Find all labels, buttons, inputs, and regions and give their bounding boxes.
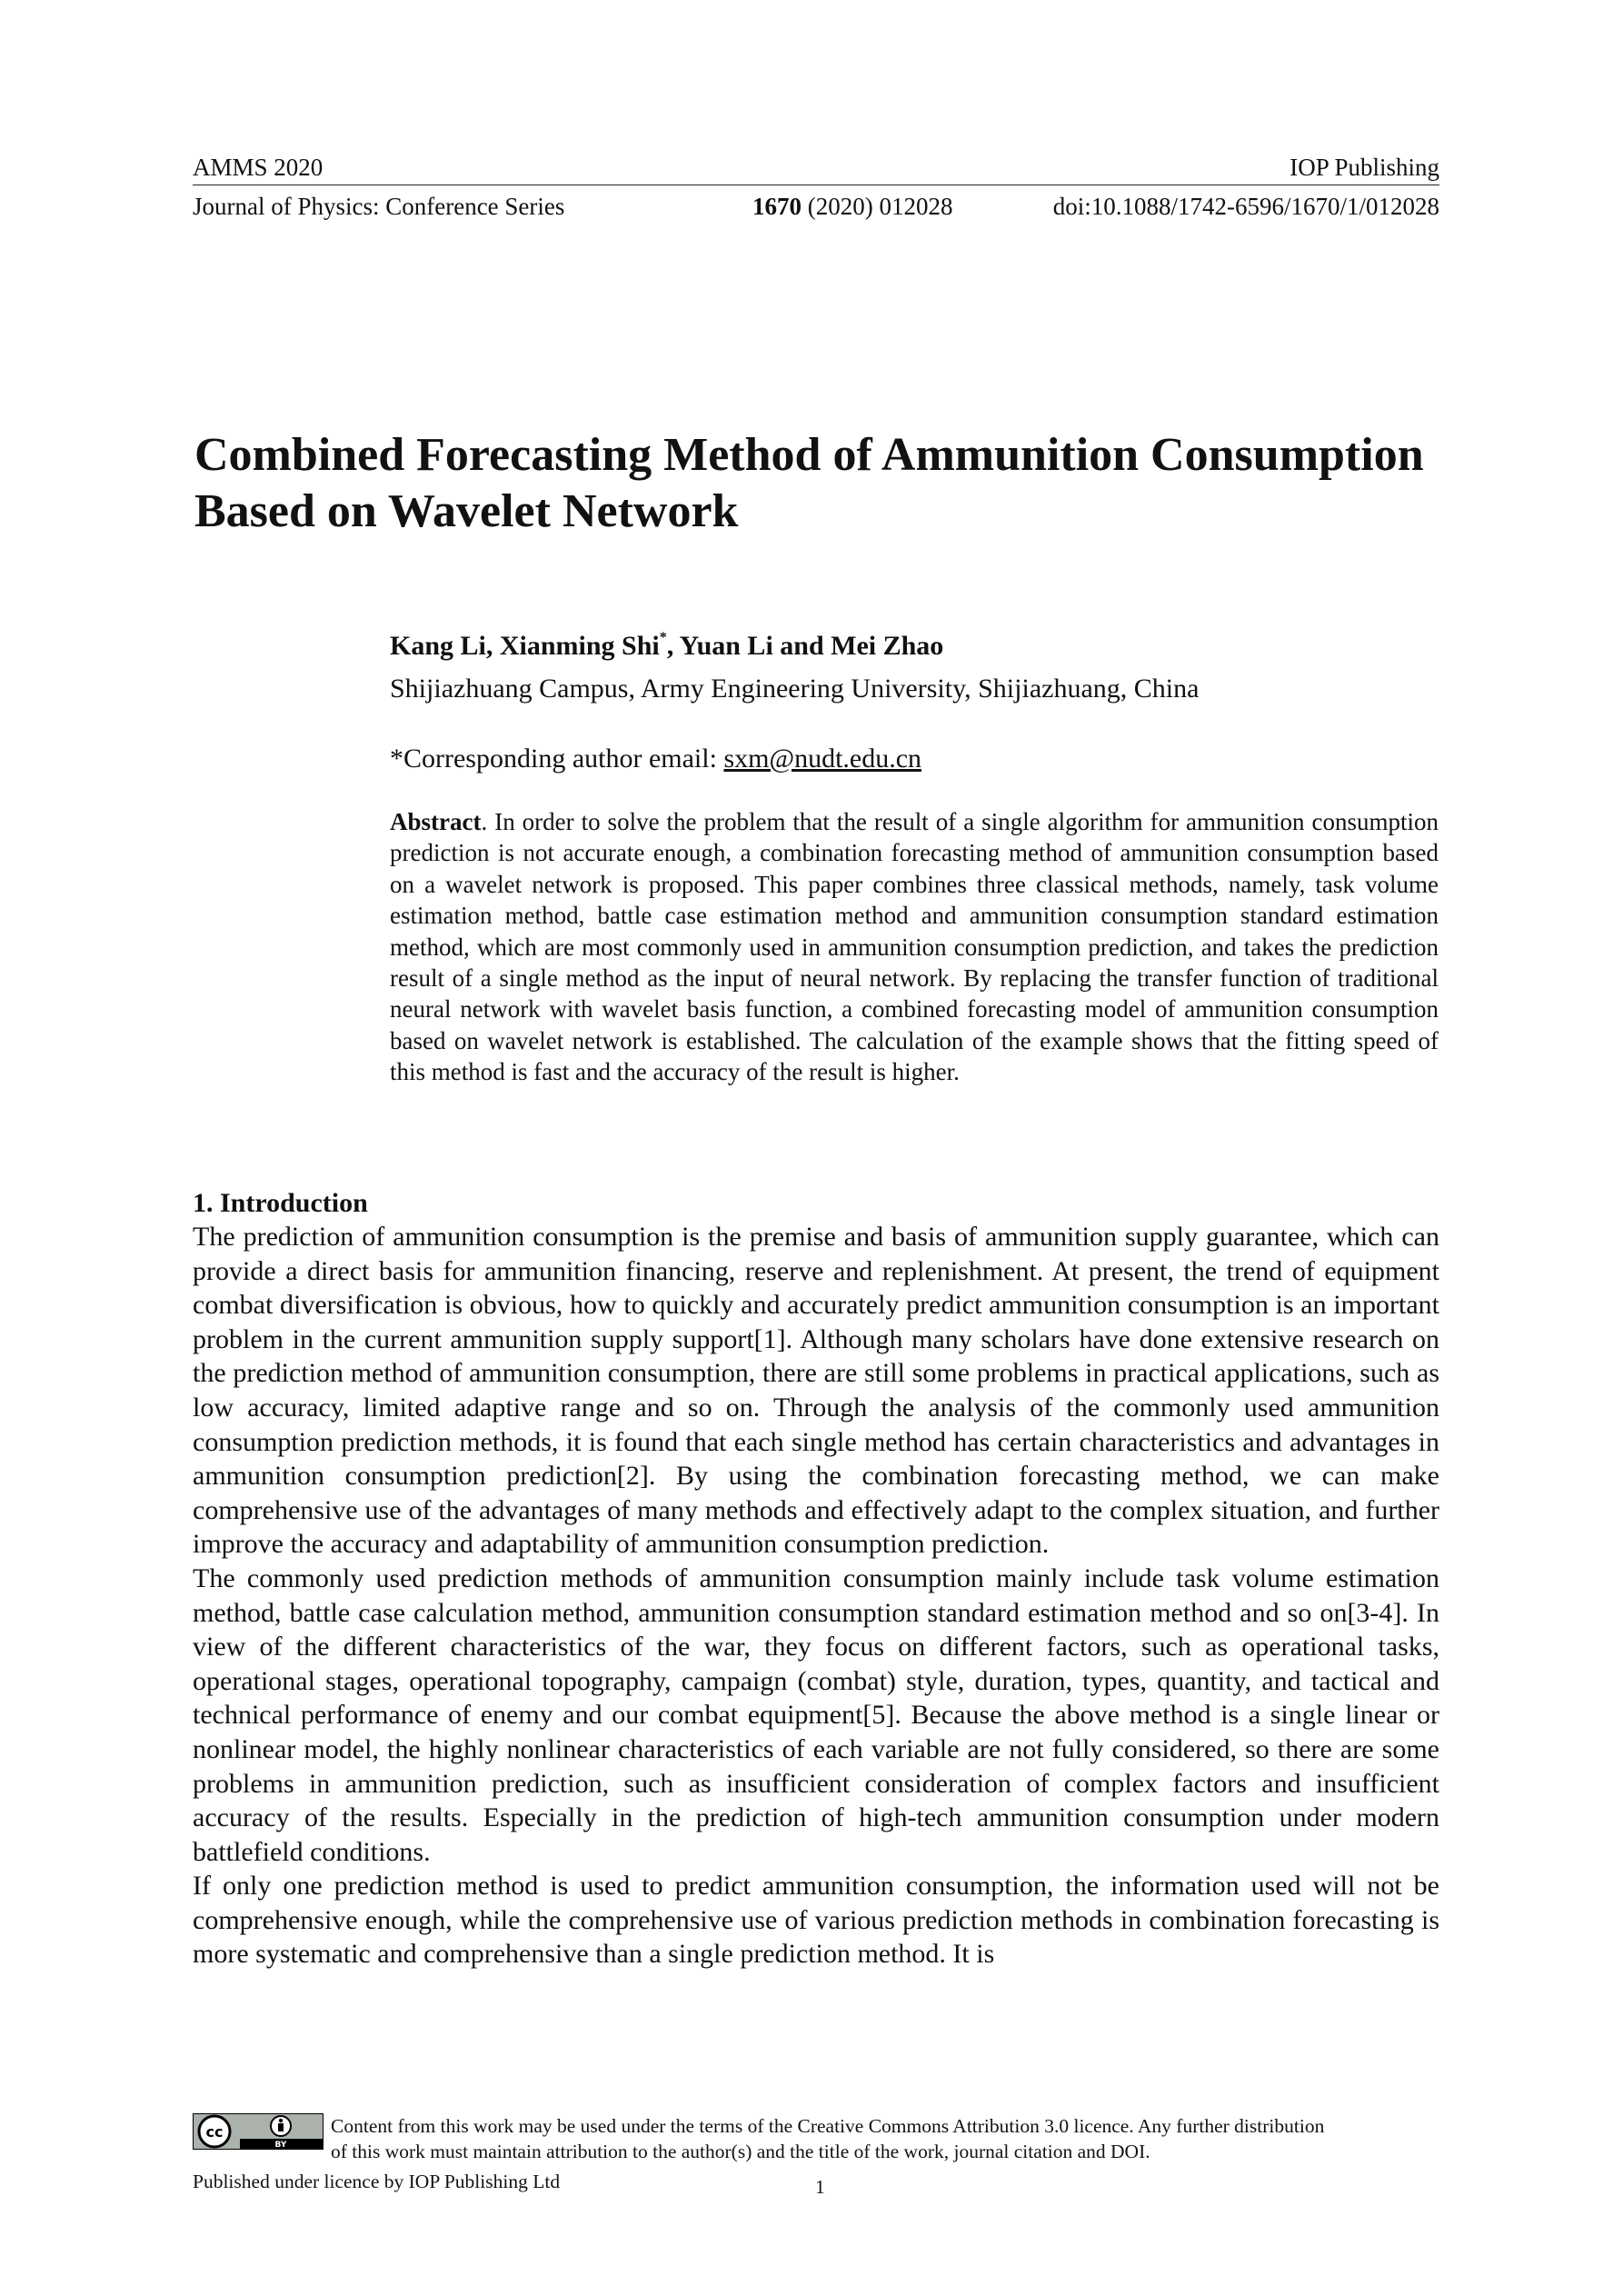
license-notice xyxy=(331,2113,1441,2164)
paragraph: The commonly used prediction methods of ammunition consumption mainly include task volume estimation method, battle case calculation method, ammunition consumption standard estimation method and so on[3-4]. In view of the different characteristics of the war, they focus on different factors, such as operational tasks, operational stages, operational topography, campaign (combat) style, duration, types, quantity, and tactical and technical performance of enemy and our combat equipment[5]. Because the above method is a single linear or nonlinear model, the highly nonlinear characteristics of each variable are not fully considered, so there are some problems in ammunition prediction, such as insufficient consideration of complex factors and insufficient accuracy of the results. Especially in the prediction of high-tech ammunition consumption under modern battlefield conditions. xyxy=(193,1562,1439,1867)
abstract-text: . In order to solve the problem that the result of a single algorithm for ammunition consumption prediction is not accurate enough, a combination forecasting method of ammunition consumption based on a wavelet network is proposed. This paper combines three classical methods, namely, task volume estimation method, battle case estimation method and ammunition consumption standard estimation method, which are most commonly used in ammunition consumption prediction, and takes the prediction result of a single method as the input of neural network. By replacing the transfer function of traditional neural network with wavelet basis function, a combined forecasting model of ammunition consumption based on wavelet network is established. The calculation of the example shows that the fitting speed of this method is fast and the accuracy of the result is higher. xyxy=(390,808,1439,1086)
title-line-2: Based on Wavelet Network xyxy=(194,485,739,537)
volume-info xyxy=(752,192,952,221)
cc-by-logo xyxy=(193,2113,324,2150)
publisher-name: IOP Publishing xyxy=(1289,154,1439,181)
abstract-label: Abstract xyxy=(390,808,482,835)
paragraph: The prediction of ammunition consumption is the premise and basis of ammunition supply guarantee, which can provide a direct basis for ammunition financing, reserve and replenishment. At present, the trend of equipment combat diversification is obvious, how to quickly and accurately predict ammunition consumption is an important problem in the current ammunition supply support[1]. Although many scholars have done extensive research on the prediction method of ammunition consumption, there are still some problems in practical applications, such as low accuracy, limited adaptive range and so on. Through the analysis of the commonly used ammunition consumption prediction methods, it is found that each single method has certain characteristics and advantages in ammunition consumption prediction[2]. By using the combination forecasting method, we can make comprehensive use of the advantages of many methods and effectively adapt to the complex situation, and further improve the accuracy and adaptability of ammunition consumption prediction. xyxy=(193,1222,1439,1560)
conference-name: AMMS 2020 xyxy=(193,154,324,181)
volume-number: 1670 xyxy=(752,193,802,220)
title-line-1: Combined Forecasting Method of Ammunition Consumption xyxy=(194,429,1424,481)
abstract xyxy=(390,806,1439,1088)
corresponding-mark: * xyxy=(659,630,667,645)
journal-name: Journal of Physics: Conference Series xyxy=(193,193,565,220)
corresponding-label: *Corresponding author email: xyxy=(390,744,724,774)
published-by: Published under licence by IOP Publishing Ltd xyxy=(193,2171,561,2192)
cc-text: cc xyxy=(205,2123,224,2141)
by-text: BY xyxy=(274,2141,287,2150)
paragraph: If only one prediction method is used to predict ammunition consumption, the information used will not be comprehensive enough, while the comprehensive use of various prediction methods in combination forecasting is more systematic and comprehensive than a single prediction method. It is xyxy=(193,1871,1439,1970)
year-article: (2020) 012028 xyxy=(807,193,953,220)
author-email-link[interactable]: sxm@nudt.edu.cn xyxy=(723,744,922,774)
author-list xyxy=(390,620,943,664)
section-body xyxy=(193,1220,1439,1972)
authors-part-1: Kang Li, Xianming Shi xyxy=(390,631,660,661)
paper-title xyxy=(194,427,1467,540)
cc-by-icon xyxy=(193,2113,324,2150)
section-heading: 1. Introduction xyxy=(193,1188,368,1218)
license-line-1: Content from this work may be used under the terms of the Creative Commons Attribution 3.0 licence. Any further distribution xyxy=(331,2115,1325,2137)
doi: doi:10.1088/1742-6596/1670/1/012028 xyxy=(1052,193,1439,220)
authors-part-2: , Yuan Li and Mei Zhao xyxy=(666,631,944,661)
license-line-2: of this work must maintain attribution to the author(s) and the title of the work, journal citation and DOI. xyxy=(331,2141,1150,2162)
page-number: 1 xyxy=(815,2176,825,2198)
corresponding-author xyxy=(390,741,921,777)
affiliation: Shijiazhuang Campus, Army Engineering University, Shijiazhuang, China xyxy=(390,674,1200,704)
